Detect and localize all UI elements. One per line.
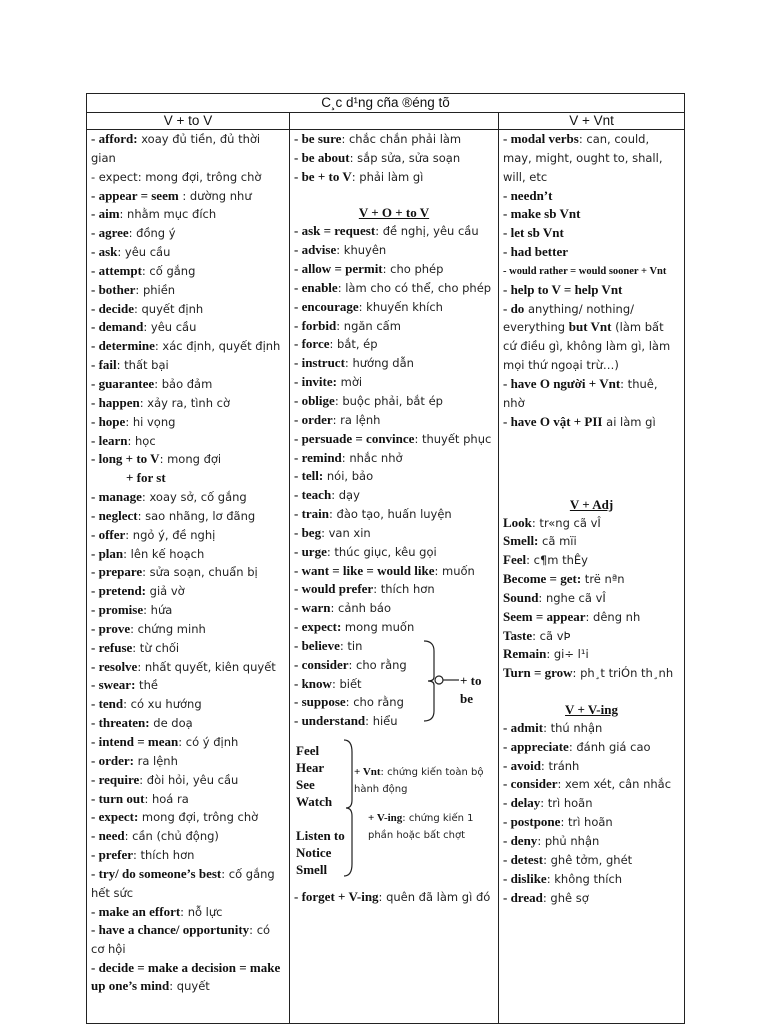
list-item: - suppose: cho rằng [294, 694, 404, 710]
list-item: - instruct: hướng dẫn [294, 355, 414, 371]
list-item: - dread: ghê sợ [503, 889, 589, 905]
perception-verb: Hear [296, 759, 325, 775]
list-item: - intend = mean: có ý định [91, 734, 239, 749]
perception-verb: Feel [296, 742, 320, 758]
list-item: - want = like = would like: muốn [294, 562, 475, 578]
list-item: - warn: cảnh báo [294, 600, 391, 616]
list-item: Turn = grow: ph¸t triÓn th¸nh [503, 665, 674, 681]
list-item: - expect: mong muốn [294, 619, 415, 635]
body-row [87, 130, 685, 1024]
arrow-icon [434, 673, 460, 687]
list-item: - train: đào tạo, huấn luyện [294, 506, 452, 522]
perception-verb: Listen to [296, 827, 345, 843]
column-v-to-v [87, 130, 290, 1024]
list-item: - make sb Vnt [503, 206, 581, 222]
list-item: Sound: nghe cã vÎ [503, 589, 606, 605]
list-item: - determine: xác định, quyết định [91, 338, 281, 354]
list-item: - hope: hi vọng [91, 413, 176, 429]
list-item: - consider: xem xét, cân nhắc [503, 776, 672, 792]
list-item: - postpone: trì hoãn [503, 814, 613, 830]
column-v-o-to-v [290, 130, 499, 1024]
list-item: - appreciate: đánh giá cao [503, 738, 651, 754]
list-item: - deny: phủ nhận [503, 833, 600, 848]
list-item: - try/ do someone’s best: cố gắng hết sức [91, 865, 275, 900]
heading-v-adj: V + Adj [569, 496, 614, 512]
to-be-label: + to be [460, 672, 482, 706]
list-item: - require: đòi hỏi, yêu cầu [91, 771, 239, 787]
list-item: Look: tr«ng cã vÎ [503, 514, 601, 530]
list-item: - forbid: ngăn cấm [294, 317, 401, 333]
ving-label: + V-ing [368, 811, 403, 824]
verb-forms-table [86, 93, 685, 1024]
ving-def: : chứng kiến 1 phần hoặc bất chợt [368, 812, 474, 841]
list-item: + for st [126, 470, 166, 486]
list-item: - tell: nói, bảo [294, 468, 374, 484]
list-item: - avoid: tránh [503, 757, 580, 773]
list-item: - beg: van xin [294, 524, 371, 540]
list-item: - delay: trì hoãn [503, 795, 593, 811]
vnt-def: : chứng kiến toàn bộ hành động [354, 766, 484, 795]
list-item: - plan: lên kế hoạch [91, 545, 205, 561]
list-item: - help to V = help Vnt [503, 281, 623, 297]
list-item: - let sb Vnt [503, 225, 564, 241]
list-item: Feel: c¶m thÊy [503, 552, 588, 568]
list-item: - have a chance/ opportunity: có cơ hội [91, 922, 271, 957]
list-item: Taste: cã vÞ [503, 627, 571, 643]
list-item: - make an effort: nỗ lực [91, 903, 223, 919]
list-item: - understand: hiểu [294, 713, 398, 729]
list-item: - afford: xoay đủ tiền, đủ thời gian [91, 131, 261, 165]
heading-v-o-to-v: V + O + to V [358, 205, 430, 221]
forget-item: - forget + V-ing: quên đã làm gì đó [294, 888, 491, 904]
list-item: - order: ra lệnh [91, 752, 178, 768]
list-item: - pretend: giả vờ [91, 583, 185, 599]
header-v-vnt: V + Vnt [499, 113, 685, 130]
list-item: - had better [503, 244, 568, 260]
perception-verb: Smell [296, 861, 328, 877]
list-item: - bother: phiền [91, 281, 176, 297]
list-item: - need: cần (chủ động) [91, 828, 219, 844]
list-item: - would rather = would sooner + Vnt [503, 265, 667, 277]
list-item: - refuse: từ chối [91, 639, 180, 655]
list-item: - expect: mong đợi, trông chờ [91, 809, 259, 825]
list-item: - detest: ghê tởm, ghét [503, 851, 633, 867]
list-item: - have O người + Vnt: thuê, nhờ [503, 375, 658, 410]
list-item: - teach: dạy [294, 487, 360, 503]
list-item: - allow = permit: cho phép [294, 261, 444, 277]
header-empty [290, 113, 499, 130]
list-item: - agree: đồng ý [91, 225, 176, 241]
header-v-to-v: V + to V [87, 113, 290, 130]
list-item: - turn out: hoá ra [91, 790, 189, 806]
list-item: - attempt: cố gắng [91, 262, 196, 278]
list-item: - prepare: sửa soạn, chuẩn bị [91, 564, 258, 580]
list-item: - order: ra lệnh [294, 411, 381, 427]
list-item: - neglect: sao nhãng, lơ đãng [91, 507, 256, 523]
list-item: - force: bắt, ép [294, 336, 378, 352]
list-item: - prefer: thích hơn [91, 847, 195, 863]
list-item: - have O vật + PII ai làm gì [503, 413, 656, 429]
list-item: - decide: quyết định [91, 300, 204, 316]
list-item: - long + to V: mong đợi [91, 451, 222, 467]
list-item: - happen: xảy ra, tình cờ [91, 394, 231, 410]
list-item: Seem = appear: dêng nh [503, 608, 641, 624]
list-item: - believe: tin [294, 637, 363, 653]
perception-verbs-group [294, 738, 494, 888]
list-item: - fail: thất bại [91, 357, 169, 373]
list-item: - appear = seem : dường như [91, 187, 252, 203]
column-v-vnt [499, 130, 685, 1024]
list-item: - would prefer: thích hơn [294, 581, 435, 597]
list-item: - aim: nhằm mục đích [91, 206, 217, 222]
list-item: Smell: cã mïi [503, 533, 577, 549]
list-item: - know: biết [294, 675, 362, 691]
list-item: - threaten: de doạ [91, 715, 193, 731]
list-item: - decide = make a decision = make up one’s mind: quyết [91, 960, 281, 993]
list-item: - tend: có xu hướng [91, 696, 202, 712]
list-item: - ask = request: đề nghị, yêu cầu [294, 223, 479, 239]
list-item: - encourage: khuyến khích [294, 298, 443, 314]
list-item: - guarantee: bảo đảm [91, 375, 213, 391]
list-item: - demand: yêu cầu [91, 319, 197, 335]
list-item: - learn: học [91, 432, 156, 448]
perception-verb: Notice [296, 844, 332, 860]
list-item: - expect: mong đợi, trông chờ [91, 169, 262, 184]
list-item: - dislike: không thích [503, 870, 623, 886]
perception-verb: Watch [296, 793, 333, 809]
list-item: - oblige: buộc phải, bắt ép [294, 392, 443, 408]
title-row [87, 94, 685, 113]
list-item: - persuade = convince: thuyết phục [294, 430, 492, 446]
heading-v-ving: V + V-ing [565, 701, 618, 717]
list-item: - be + to V: phải làm gì [294, 168, 424, 184]
vnt-label: + Vnt [354, 765, 381, 778]
list-item: - resolve: nhất quyết, kiên quyết [91, 658, 276, 674]
table-title: C¸c d¹ng cña ®éng tõ [87, 94, 685, 113]
perception-verb: See [296, 776, 315, 792]
list-item: - ask: yêu cầu [91, 244, 171, 260]
perception-verb [296, 810, 345, 827]
list-item: - consider: cho rằng [294, 656, 407, 672]
list-item: - modal verbs: can, could, may, might, ought to, shall, will, etc [503, 131, 663, 184]
list-item: - be about: sắp sửa, sửa soạn [294, 149, 461, 165]
header-row [87, 113, 685, 130]
list-item: - do anything/ nothing/ everything but Vnt (làm bất cứ điều gì, không làm gì, làm mọi thứ ngoại trừ…) [503, 300, 671, 373]
list-item: - offer: ngỏ ý, đề nghị [91, 526, 216, 542]
perception-brace [342, 738, 356, 878]
list-item: - be sure: chắc chắn phải làm [294, 131, 462, 146]
list-item: - enable: làm cho có thể, cho phép [294, 279, 492, 295]
list-item: - admit: thú nhận [503, 719, 603, 735]
list-item: Become = get: trë nªn [503, 571, 625, 587]
list-item: - prove: chứng minh [91, 620, 206, 636]
list-item: - urge: thúc giục, kêu gọi [294, 543, 437, 559]
list-item: Remain: gi÷ l¹i [503, 646, 589, 662]
list-item: - invite: mời [294, 374, 363, 390]
list-item: - promise: hứa [91, 602, 173, 618]
list-item: - remind: nhắc nhở [294, 449, 403, 465]
list-item: - needn’t [503, 187, 553, 203]
list-item: - manage: xoay sở, cố gắng [91, 489, 247, 505]
list-item: - swear: thề [91, 677, 158, 693]
to-be-group [294, 637, 494, 729]
list-item: - advise: khuyên [294, 242, 387, 258]
